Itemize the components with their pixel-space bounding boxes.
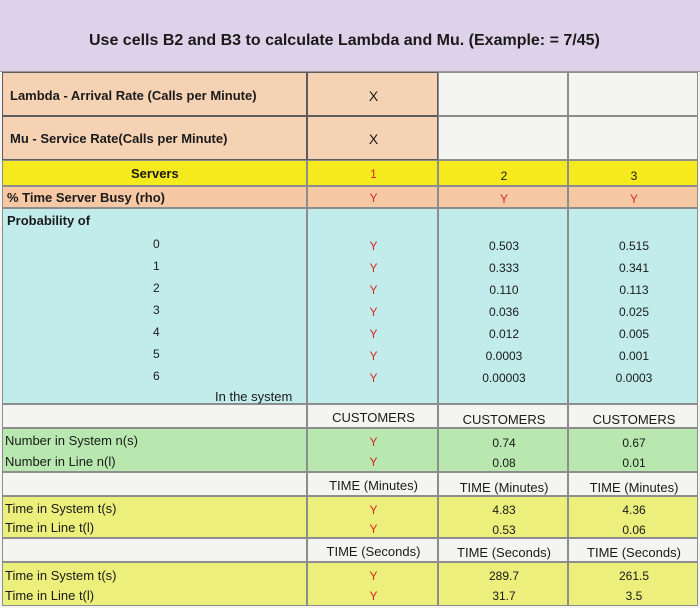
ts-min-label: Time in System t(s) bbox=[5, 501, 117, 516]
time-sec-header-col1[interactable] bbox=[307, 538, 438, 562]
prob-system-label: In the system bbox=[215, 389, 293, 404]
prob-col1-1: Y bbox=[369, 261, 378, 275]
servers-col3-value: 3 bbox=[630, 169, 638, 183]
lambda-label: Lambda - Arrival Rate (Calls per Minute) bbox=[10, 88, 257, 103]
tl-min-col1: Y bbox=[369, 522, 378, 536]
servers-col1[interactable] bbox=[307, 160, 438, 186]
tl-sec-col3: 3.5 bbox=[625, 589, 643, 603]
ns-label: Number in System n(s) bbox=[5, 433, 138, 448]
prob-col2-0: 0.503 bbox=[488, 239, 520, 253]
prob-col1[interactable] bbox=[307, 208, 438, 404]
customers-label-cell[interactable] bbox=[2, 428, 307, 472]
prob-col1-6: Y bbox=[369, 371, 378, 385]
prob-col2-5: 0.0003 bbox=[485, 349, 523, 363]
tl-min-col3: 0.06 bbox=[622, 523, 646, 537]
prob-col2-6: 0.00003 bbox=[482, 371, 526, 385]
ts-min-col3: 4.36 bbox=[622, 503, 646, 517]
time-sec-header-1: TIME (Seconds) bbox=[326, 544, 421, 559]
tl-sec-col1: Y bbox=[369, 589, 378, 603]
prob-col3-3: 0.025 bbox=[618, 305, 650, 319]
prob-n-3: 3 bbox=[153, 303, 160, 317]
mu-label-cell[interactable] bbox=[2, 116, 307, 160]
time-sec-header-2: TIME (Seconds) bbox=[457, 545, 551, 560]
rho-label: % Time Server Busy (rho) bbox=[7, 190, 165, 205]
prob-col2-3: 0.036 bbox=[488, 305, 520, 319]
servers-label: Servers bbox=[131, 166, 179, 181]
ts-sec-col1: Y bbox=[369, 569, 378, 583]
empty-cell-r1c2[interactable] bbox=[438, 72, 568, 116]
prob-col2-2: 0.110 bbox=[489, 283, 519, 297]
servers-col3[interactable] bbox=[568, 160, 698, 186]
mu-value-cell[interactable] bbox=[307, 116, 438, 160]
prob-col1-2: Y bbox=[369, 283, 378, 297]
prob-col3-2: 0.113 bbox=[619, 283, 649, 297]
prob-label: Probability of bbox=[7, 213, 91, 228]
customers-header-2: CUSTOMERS bbox=[462, 412, 546, 427]
servers-label-cell[interactable] bbox=[2, 160, 307, 186]
rho-col1-value: Y bbox=[369, 191, 378, 205]
prob-col2[interactable] bbox=[438, 208, 568, 404]
time-sec-header-col2[interactable] bbox=[438, 538, 568, 562]
ts-min-col2: 4.83 bbox=[492, 503, 516, 517]
time-min-col1[interactable] bbox=[307, 496, 438, 538]
customers-col3[interactable] bbox=[568, 428, 698, 472]
prob-n-4: 4 bbox=[153, 325, 160, 339]
nl-col1: Y bbox=[369, 455, 378, 469]
rho-col2[interactable] bbox=[438, 186, 568, 208]
empty-cell-r2c3[interactable] bbox=[568, 116, 698, 160]
rho-col3[interactable] bbox=[568, 186, 698, 208]
ts-sec-col3: 261.5 bbox=[618, 569, 650, 583]
time-sec-label-cell[interactable] bbox=[2, 562, 307, 606]
time-min-col2[interactable] bbox=[438, 496, 568, 538]
servers-col2-value: 2 bbox=[500, 169, 508, 183]
prob-col3-0: 0.515 bbox=[618, 239, 650, 253]
lambda-label-cell[interactable] bbox=[2, 72, 307, 116]
lambda-value-cell[interactable] bbox=[307, 72, 438, 116]
customers-header-col3[interactable] bbox=[568, 404, 698, 428]
prob-col2-1: 0.333 bbox=[488, 261, 520, 275]
title-banner bbox=[0, 0, 700, 72]
prob-col3-6: 0.0003 bbox=[615, 371, 653, 385]
servers-col1-value: 1 bbox=[370, 167, 377, 181]
customers-header-1: CUSTOMERS bbox=[332, 410, 415, 425]
time-min-header-1: TIME (Minutes) bbox=[329, 478, 418, 493]
lambda-value: X bbox=[368, 88, 379, 104]
time-min-label-cell[interactable] bbox=[2, 496, 307, 538]
ts-sec-label: Time in System t(s) bbox=[5, 568, 117, 583]
customers-header-col2[interactable] bbox=[438, 404, 568, 428]
ns-col1: Y bbox=[369, 435, 378, 449]
customers-header-empty[interactable] bbox=[2, 404, 307, 428]
nl-col3: 0.01 bbox=[622, 456, 646, 470]
prob-label-cell[interactable] bbox=[2, 208, 307, 404]
prob-col1-3: Y bbox=[369, 305, 378, 319]
rho-col1[interactable] bbox=[307, 186, 438, 208]
prob-col3-4: 0.005 bbox=[618, 327, 650, 341]
title-text: Use cells B2 and B3 to calculate Lambda and Mu. (Example: = 7/45) bbox=[89, 32, 600, 49]
time-sec-col1[interactable] bbox=[307, 562, 438, 606]
empty-cell-r1c3[interactable] bbox=[568, 72, 698, 116]
prob-n-5: 5 bbox=[153, 347, 160, 361]
rho-col2-value: Y bbox=[499, 192, 508, 206]
ns-col3: 0.67 bbox=[622, 436, 646, 450]
ts-min-col1: Y bbox=[369, 503, 378, 517]
prob-n-2: 2 bbox=[153, 281, 160, 295]
time-sec-col2[interactable] bbox=[438, 562, 568, 606]
customers-col1[interactable] bbox=[307, 428, 438, 472]
prob-col1-0: Y bbox=[369, 239, 378, 253]
ts-sec-col2: 289.7 bbox=[488, 569, 520, 583]
time-min-header-col1[interactable] bbox=[307, 472, 438, 496]
prob-n-0: 0 bbox=[153, 237, 160, 251]
prob-n-6: 6 bbox=[153, 369, 160, 383]
rho-col3-value: Y bbox=[629, 192, 638, 206]
prob-col2-4: 0.012 bbox=[488, 327, 520, 341]
prob-col1-5: Y bbox=[369, 349, 378, 363]
prob-n-1: 1 bbox=[153, 259, 160, 273]
time-sec-col3[interactable] bbox=[568, 562, 698, 606]
prob-col1-4: Y bbox=[369, 327, 378, 341]
customers-header-col1[interactable] bbox=[307, 404, 438, 428]
time-min-header-col3[interactable] bbox=[568, 472, 698, 496]
prob-col3-1: 0.341 bbox=[618, 261, 650, 275]
mu-value: X bbox=[368, 131, 379, 147]
time-sec-header-3: TIME (Seconds) bbox=[587, 545, 681, 560]
time-sec-header-col3[interactable] bbox=[568, 538, 698, 562]
time-min-col3[interactable] bbox=[568, 496, 698, 538]
tl-sec-col2: 31.7 bbox=[492, 589, 516, 603]
tl-min-col2: 0.53 bbox=[492, 523, 516, 537]
mu-label: Mu - Service Rate(Calls per Minute) bbox=[10, 131, 228, 146]
rho-label-cell[interactable] bbox=[2, 186, 307, 208]
prob-col3-5: 0.001 bbox=[618, 349, 650, 363]
customers-col2[interactable] bbox=[438, 428, 568, 472]
time-sec-header-empty[interactable] bbox=[2, 538, 307, 562]
ns-col2: 0.74 bbox=[492, 436, 516, 450]
prob-col3[interactable] bbox=[568, 208, 698, 404]
servers-col2[interactable] bbox=[438, 160, 568, 186]
nl-label: Number in Line n(l) bbox=[5, 454, 116, 469]
time-min-header-empty[interactable] bbox=[2, 472, 307, 496]
time-min-header-2: TIME (Minutes) bbox=[459, 480, 549, 495]
time-min-header-3: TIME (Minutes) bbox=[589, 480, 679, 495]
tl-min-label: Time in Line t(l) bbox=[5, 520, 95, 535]
time-min-header-col2[interactable] bbox=[438, 472, 568, 496]
empty-cell-r2c2[interactable] bbox=[438, 116, 568, 160]
nl-col2: 0.08 bbox=[492, 456, 516, 470]
tl-sec-label: Time in Line t(l) bbox=[5, 588, 95, 603]
customers-header-3: CUSTOMERS bbox=[592, 412, 676, 427]
